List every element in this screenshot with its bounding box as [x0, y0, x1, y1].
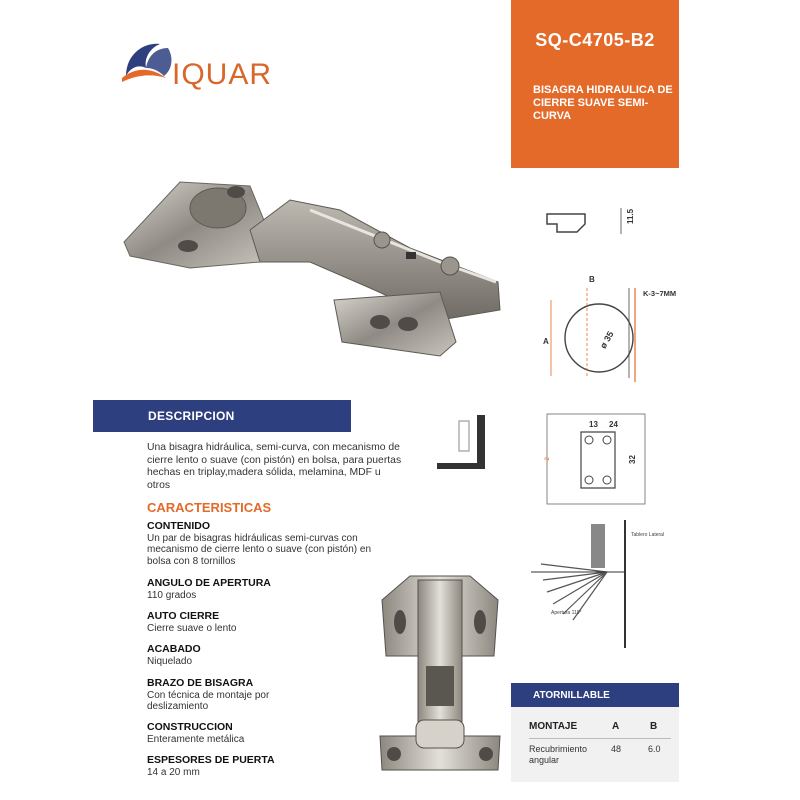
logo-mark-icon — [120, 34, 180, 94]
logo-text: IQUAR — [172, 58, 273, 91]
spec-label: BRAZO DE BISAGRA — [147, 677, 254, 689]
brand-logo — [120, 30, 290, 100]
hinge-front-photo — [370, 570, 510, 785]
spec-value: Con técnica de montaje por deslizamiento — [147, 689, 270, 712]
dim-24-label: 24 — [609, 420, 618, 429]
opening-drawing — [531, 520, 664, 648]
spec-label: CONSTRUCCION — [147, 721, 233, 733]
spec-angulo — [147, 578, 382, 601]
cup-side-drawing — [547, 208, 635, 234]
description-title: DESCRIPCION — [148, 409, 235, 423]
technical-drawings — [511, 168, 679, 668]
hinge-photo — [110, 170, 510, 380]
bore-drawing — [543, 275, 676, 382]
mount-table-header — [511, 683, 679, 707]
product-header-panel — [511, 0, 679, 168]
dim-side-label: ~2 — [545, 457, 551, 464]
dim-13-label: 13 — [589, 420, 598, 429]
plate-drawing — [545, 414, 645, 504]
spec-label: ACABADO — [147, 643, 201, 655]
spec-espesores — [147, 755, 382, 778]
dim-diameter-label: ø 35 — [598, 329, 616, 351]
spec-value: Niquelado — [147, 655, 193, 667]
spec-brazo — [147, 678, 307, 713]
product-code: SQ-C4705-B2 — [535, 30, 655, 50]
spec-auto-cierre — [147, 611, 382, 634]
table-cell-b: 6.0 — [648, 744, 661, 754]
product-description: BISAGRA HIDRAULICA DE CIERRE SUAVE SEMI-CURVA — [533, 84, 673, 122]
hinge-main-illustration — [110, 170, 510, 380]
table-cell-a: 48 — [611, 744, 622, 754]
dim-k-label: K-3~7MM — [643, 289, 677, 298]
table-cell-montaje: Recubrimiento angular — [529, 744, 588, 765]
column-header-b: B — [650, 721, 658, 732]
mount-table — [511, 707, 679, 782]
dim-32-label: 32 — [628, 455, 637, 464]
apertura-label: Apertura 110° — [551, 610, 582, 616]
spec-label: AUTO CIERRE — [147, 610, 220, 622]
spec-value: 14 a 20 mm — [147, 766, 200, 778]
mount-table-title: ATORNILLABLE — [533, 690, 610, 701]
spec-value: 110 grados — [147, 589, 197, 601]
table-divider — [529, 738, 671, 739]
spec-label: ESPESORES DE PUERTA — [147, 754, 275, 766]
column-header-a: A — [612, 721, 620, 732]
dim-b-label: B — [589, 275, 595, 284]
dim-a-label: A — [543, 337, 549, 346]
description-header — [93, 400, 351, 432]
spec-label: ANGULO DE APERTURA — [147, 577, 271, 589]
spec-value: Un par de bisagras hidráulicas semi-curvas con mecanismo de cierre lento o suave (con pistón) en bolsa con 8 tornillos — [147, 532, 372, 567]
spec-contenido — [147, 521, 382, 567]
door-profile-drawing — [437, 415, 487, 475]
spec-construccion — [147, 722, 382, 745]
spec-label: CONTENIDO — [147, 520, 210, 532]
characteristics-title: CARACTERISTICAS — [147, 500, 272, 515]
dim-height-label: 11.5 — [626, 208, 635, 224]
spec-value: Cierre suave o lento — [147, 622, 237, 634]
description-text: Una bisagra hidráulica, semi-curva, con mecanismo de cierre lento o suave (con pistón) en bolsa, para puertas hechas en triplay,madera sólida, melamina, MDF u otros — [147, 442, 402, 491]
spec-value: Enteramente metálica — [147, 733, 245, 745]
tablero-label: Tablero Lateral — [631, 532, 665, 538]
spec-acabado — [147, 644, 382, 667]
column-header-montaje: MONTAJE — [529, 721, 578, 732]
